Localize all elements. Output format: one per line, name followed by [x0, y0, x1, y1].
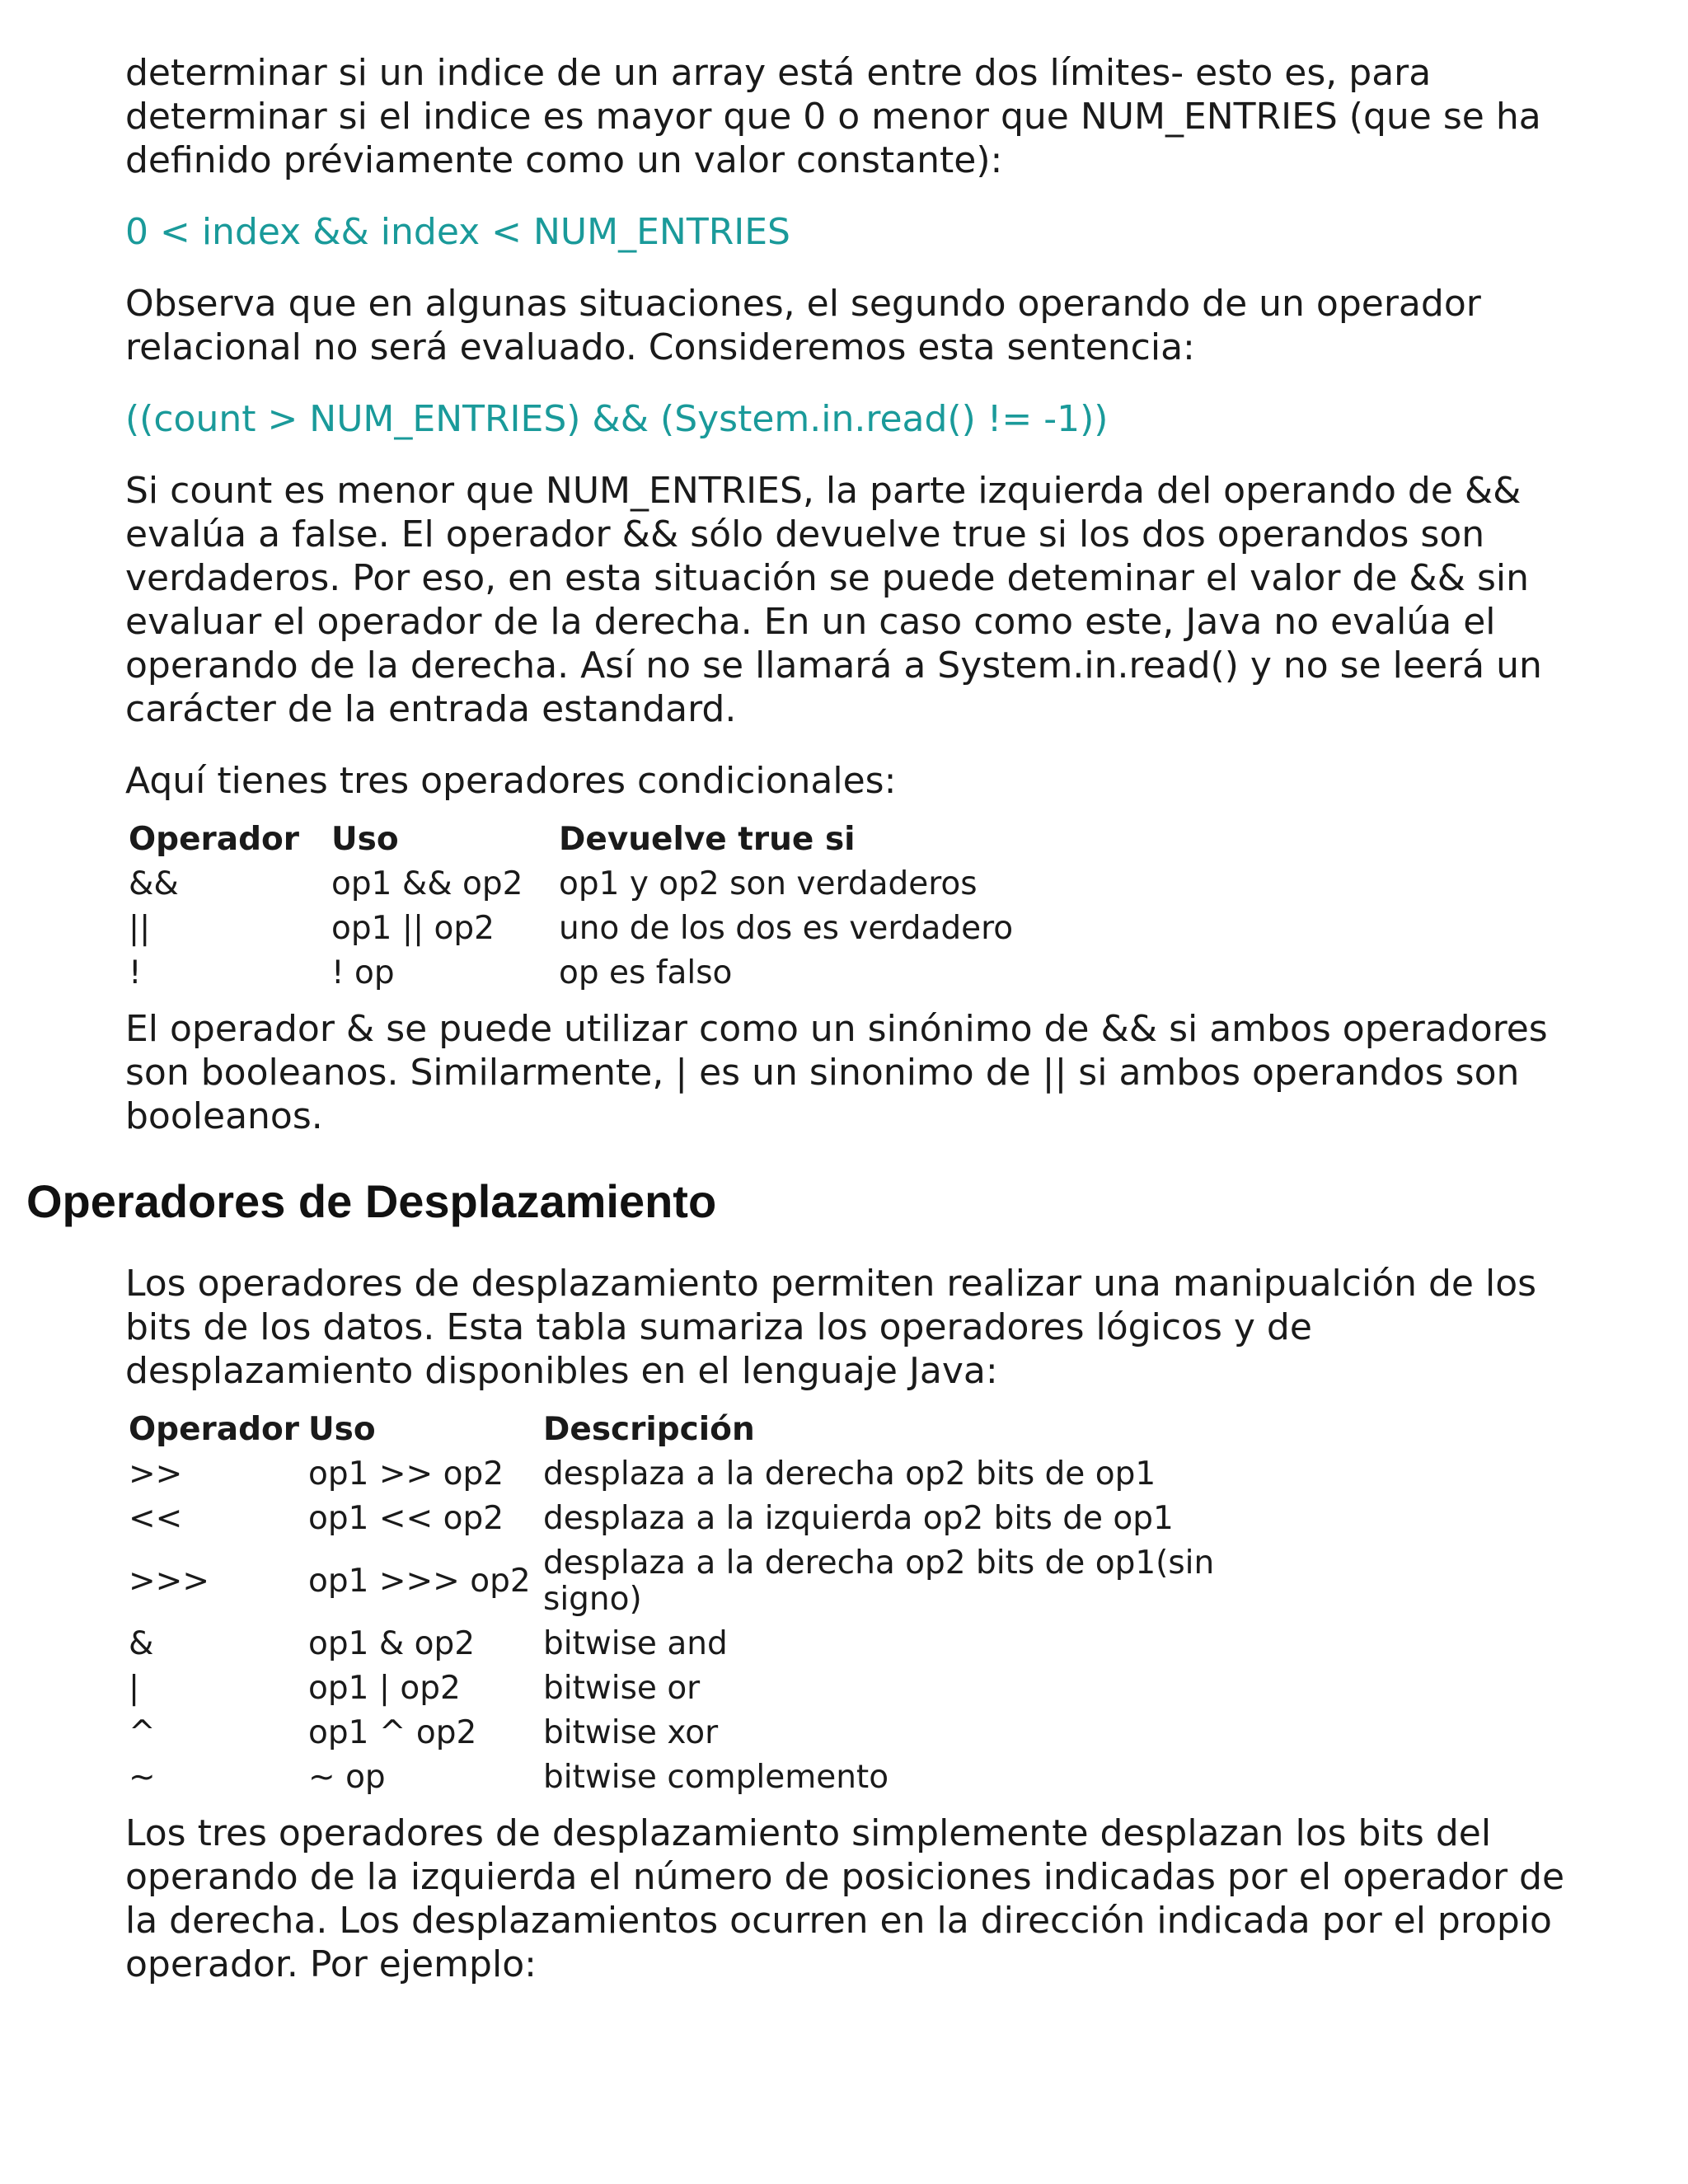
- table-cell-result: uno de los dos es verdadero: [559, 910, 1014, 947]
- column-header-uso: Uso: [331, 821, 399, 858]
- code-read-statement: ((count > NUM_ENTRIES) && (System.in.read() != -1)): [125, 398, 1109, 440]
- table-cell-usage: op1 || op2: [331, 910, 495, 947]
- table-row: [129, 862, 1013, 907]
- table-row: [129, 1622, 1252, 1666]
- table-row: [129, 1452, 1252, 1497]
- table-cell-operator: <<: [129, 1500, 183, 1537]
- table-row: [129, 1666, 1252, 1711]
- table-cell-operator: ||: [129, 910, 151, 947]
- table-cell-result: op1 y op2 son verdaderos: [559, 865, 978, 902]
- table-header-row: [129, 1408, 1252, 1452]
- table-cell-usage: ~ op: [308, 1759, 386, 1796]
- table-cell-operator: >>>: [129, 1563, 210, 1600]
- table-cell-operator: !: [129, 954, 142, 991]
- column-header-devuelve: Devuelve true si: [559, 821, 856, 858]
- table-cell-description: bitwise or: [543, 1670, 701, 1707]
- table-row: [129, 907, 1013, 951]
- paragraph-shift-intro: Los operadores de desplazamiento permiten realizar una manipualción de los bits de los datos. Esta tabla sumariza los operadores lógicos y de desplazamiento disponibles en el lenguaje Java:: [125, 1263, 1537, 1392]
- table-cell-description: bitwise xor: [543, 1714, 719, 1751]
- column-header-uso: Uso: [308, 1411, 376, 1448]
- table-row: [129, 1497, 1252, 1541]
- table-cell-description: desplaza a la derecha op2 bits de op1(sin signo): [543, 1544, 1215, 1618]
- table-header-row: [129, 818, 1013, 862]
- table-cell-usage: op1 && op2: [331, 865, 523, 902]
- table-cell-description: desplaza a la izquierda op2 bits de op1: [543, 1500, 1174, 1537]
- code-index-range: 0 < index && index < NUM_ENTRIES: [125, 211, 790, 253]
- table-cell-usage: op1 >>> op2: [308, 1563, 531, 1600]
- table-cell-usage: op1 << op2: [308, 1500, 504, 1537]
- table-cell-operator: ~: [129, 1759, 156, 1796]
- table-cell-operator: &&: [129, 865, 179, 902]
- paragraph-shift-explanation: Los tres operadores de desplazamiento simplemente desplazan los bits del operando de la izquierda el número de posiciones indicadas por el operador de la derecha. Los desplazamientos ocurren en la dirección indicada por el propio operador. Por ejemplo:: [125, 1812, 1565, 1985]
- column-header-operador: Operador: [129, 821, 300, 858]
- table-cell-description: bitwise complemento: [543, 1759, 889, 1796]
- table-cell-usage: op1 | op2: [308, 1670, 461, 1707]
- content-block-bottom: [125, 1262, 1576, 1986]
- section-heading: Operadores de Desplazamiento: [26, 1175, 717, 1227]
- shift-operators-table: [129, 1408, 1252, 1800]
- content-block-top: [125, 51, 1576, 1138]
- paragraph-index-range: determinar si un indice de un array está entre dos límites- esto es, para determinar si el indice es mayor que 0 o menor que NUM_ENTRIES (que se ha definido préviamente como un valor constante):: [125, 52, 1541, 181]
- table-cell-usage: ! op: [331, 954, 395, 991]
- table-cell-operator: ^: [129, 1714, 156, 1751]
- table-cell-operator: &: [129, 1625, 154, 1662]
- table-row: [129, 1755, 1252, 1800]
- table-cell-usage: op1 >> op2: [308, 1455, 504, 1493]
- table-cell-usage: op1 ^ op2: [308, 1714, 477, 1751]
- table-cell-description: desplaza a la derecha op2 bits de op1: [543, 1455, 1156, 1493]
- paragraph-ampersand-synonym: El operador & se puede utilizar como un sinónimo de && si ambos operadores son booleanos. Similarmente, | es un sinonimo de || si ambos operandos son booleanos.: [125, 1008, 1548, 1137]
- table-cell-result: op es falso: [559, 954, 733, 991]
- table-cell-usage: op1 & op2: [308, 1625, 476, 1662]
- table-cell-operator: |: [129, 1670, 140, 1707]
- column-header-operador: Operador: [129, 1411, 300, 1448]
- table-cell-description: bitwise and: [543, 1625, 728, 1662]
- table-row: [129, 1541, 1252, 1622]
- paragraph-conditional-intro: Aquí tienes tres operadores condicionales:: [125, 760, 897, 802]
- column-header-descripcion: Descripción: [543, 1411, 755, 1448]
- table-row: [129, 1711, 1252, 1755]
- paragraph-second-operand: Observa que en algunas situaciones, el segundo operando de un operador relacional no será evaluado. Consideremos esta sentencia:: [125, 283, 1481, 368]
- table-cell-operator: >>: [129, 1455, 183, 1493]
- conditional-operators-table: [129, 818, 1013, 996]
- table-row: [129, 951, 1013, 996]
- paragraph-short-circuit: Si count es menor que NUM_ENTRIES, la parte izquierda del operando de && evalúa a false. El operador && sólo devuelve true si los dos operandos son verdaderos. Por eso, en esta situación se puede deteminar el valor de && sin evaluar el operador de la derecha. En un caso como este, Java no evalúa el operando de la derecha. Así no se llamará a System.in.read() y no se leerá un carácter de la entrada estandard.: [125, 470, 1542, 730]
